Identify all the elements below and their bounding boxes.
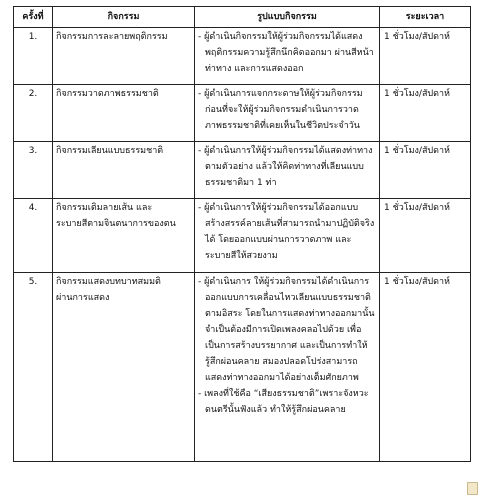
format-line: ออกแบบการเคลื่อนไหวเลียนแบบธรรมชาติ	[205, 293, 371, 303]
header-duration: ระยะเวลา	[380, 7, 471, 28]
activity-format	[195, 142, 380, 199]
duration: 1 ชั่วโมง/สัปดาห์	[380, 273, 471, 462]
format-line: เป็นการสร้างบรรยากาศ และเป็นการทำให้	[205, 341, 368, 351]
format-line: แสดงท่าทางออกมาได้อย่างเต็มศักยภาพ	[205, 373, 359, 383]
duration: 1 ชั่วโมง/สัปดาห์	[380, 199, 471, 273]
activity-format	[195, 85, 380, 142]
format-line: - ผู้ดำเนินการแจกกระดาษให้ผู้ร่วมกิจกรรม	[198, 89, 363, 99]
activity-name: กิจกรรมวาดภาพธรรมชาติ	[53, 85, 195, 142]
duration: 1 ชั่วโมง/สัปดาห์	[380, 28, 471, 85]
header-row	[14, 7, 471, 28]
format-line: - ผู้ดำเนินกิจกรรมให้ผู้ร่วมกิจกรรมได้แสดง	[198, 32, 363, 42]
format-line: สร้างสรรค์ลายเส้นที่สามารถนำมาปฏิบัติจริง	[205, 219, 375, 229]
header-format: รูปแบบกิจกรรม	[195, 7, 380, 28]
activity-name	[53, 199, 195, 273]
activity-line: ระบายสีตามจินตนาการของตน	[56, 219, 176, 229]
format-line: ธรรมชาติมา 1 ท่า	[205, 178, 277, 188]
format-line: - ผู้ดำเนินการให้ผู้ร่วมกิจกรรมได้แสดงท่าทาง	[198, 146, 373, 156]
format-line: ตามอิสระ โดยในการแสดงท่าทางออกมานั้น	[205, 309, 375, 319]
format-line: - เพลงที่ใช้คือ “เสียงธรรมชาติ”เพราะจังหวะ	[198, 389, 369, 399]
row-number: 4.	[14, 199, 53, 273]
row-number: 2.	[14, 85, 53, 142]
format-line: - ผู้ดำเนินการให้ผู้ร่วมกิจกรรมได้ออกแบบ	[198, 203, 359, 213]
header-no: ครั้งที่	[14, 7, 53, 28]
activity-line: กิจกรรมเติมลายเส้น และ	[56, 203, 153, 213]
format-line: รู้สึกผ่อนคลาย สมองปลอดโปร่งสามารถ	[205, 357, 358, 367]
duration: 1 ชั่วโมง/สัปดาห์	[380, 85, 471, 142]
page-corner-icon	[467, 482, 478, 495]
activity-line: กิจกรรมแสดงบทบาทสมมติ	[56, 277, 161, 287]
activity-name	[53, 273, 195, 462]
format-line: ดนตรีนั้นฟังแล้ว ทำให้รู้สึกผ่อนคลาย	[205, 405, 346, 415]
format-line: จำเป็นต้องมีการเปิดเพลงคลอไปด้วย เพื่อ	[205, 325, 362, 335]
table-row	[14, 199, 471, 273]
format-line: - ผู้ดำเนินการ ให้ผู้ร่วมกิจกรรมได้ดำเนินการ	[198, 277, 370, 287]
table-row	[14, 273, 471, 462]
format-line: ตามตัวอย่าง แล้วให้คิดท่าทางที่เลียนแบบ	[205, 162, 364, 172]
header-activity: กิจกรรม	[53, 7, 195, 28]
format-line: ท่าทาง และการแสดงออก	[205, 64, 304, 74]
activity-table	[13, 6, 471, 462]
activity-name: กิจกรรมการละลายพฤติกรรม	[53, 28, 195, 85]
table-row	[14, 28, 471, 85]
format-line: ได้ โดยออกแบบผ่านการวาดภาพ และ	[205, 235, 352, 245]
activity-format	[195, 273, 380, 462]
row-number: 1.	[14, 28, 53, 85]
duration: 1 ชั่วโมง/สัปดาห์	[380, 142, 471, 199]
table-row	[14, 142, 471, 199]
format-line: ก่อนที่จะให้ผู้ร่วมกิจกรรมดำเนินการวาด	[205, 105, 359, 115]
format-line: พฤติกรรมความรู้สึกนึกคิดออกมา ผ่านสีหน้า	[205, 48, 374, 58]
activity-format	[195, 199, 380, 273]
activity-line: ผ่านการแสดง	[56, 293, 110, 303]
activity-name: กิจกรรมเลียนแบบธรรมชาติ	[53, 142, 195, 199]
table-row	[14, 85, 471, 142]
format-line: ภาพธรรมชาติที่เคยเห็นในชีวิตประจำวัน	[205, 121, 360, 131]
format-line: ระบายสีให้สวยงาม	[205, 251, 278, 261]
activity-format	[195, 28, 380, 85]
row-number: 3.	[14, 142, 53, 199]
row-number: 5.	[14, 273, 53, 462]
